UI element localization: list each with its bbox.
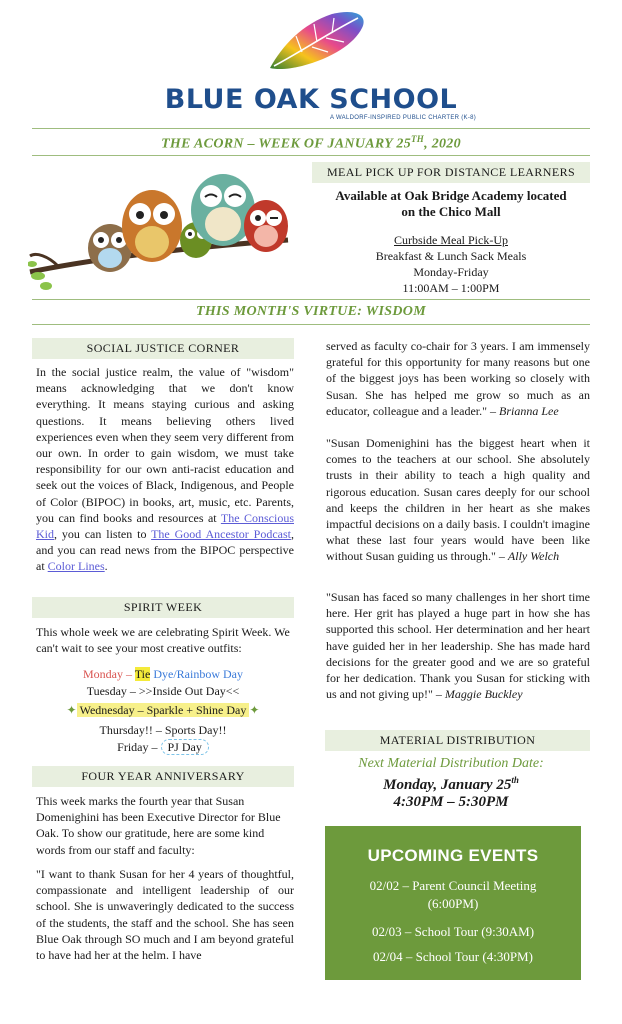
divider [32, 128, 590, 129]
divider [32, 155, 590, 156]
social-justice-text: In the social justice realm, the value of "wisdom" means acknowledging that we don't know everything. It means staying curious and asking questions. It means believing others lived experiences even when they seem very different from our own. In order to gain wisdom, we must take responsibility for our own anti-racist education and seek out the voices of Black, Indigenous, and People of Color (BIPOC) in books, art, music, etc. Parents, you can find books and resources at The Conscious Kid, you can listen to The Good Ancestor Podcast, and you can read news from the BIPOC perspective at Color Lines. [36, 365, 294, 574]
spirit-tuesday: Tuesday – >>Inside Out Day<< [86, 684, 240, 698]
anniversary-heading: FOUR YEAR ANNIVERSARY [32, 766, 294, 787]
color-lines-link[interactable]: Color Lines [47, 559, 105, 574]
owls-on-branch-illustration [28, 160, 290, 295]
spirit-week-heading: SPIRIT WEEK [32, 597, 294, 618]
social-justice-heading: SOCIAL JUSTICE CORNER [32, 338, 294, 359]
newsletter-title: THE ACORN – WEEK OF JANUARY 25TH, 2020 [161, 134, 461, 152]
oak-leaf-logo [262, 6, 372, 76]
meal-subhead: Curbside Meal Pick-Up [394, 233, 508, 247]
meal-detail: Monday-Friday [413, 265, 489, 279]
event-item: 02/03 – School Tour (9:30AM) [371, 924, 535, 939]
meal-detail: 11:00AM – 1:00PM [402, 281, 500, 295]
school-tagline: A WALDORF-INSPIRED PUBLIC CHARTER (K-8) [330, 115, 477, 121]
meal-detail: Breakfast & Lunch Sack Meals [375, 249, 527, 263]
conscious-kid-link[interactable]: The Conscious Kid [36, 510, 294, 542]
spirit-thursday: Thursday!! – Sports Day!! [99, 723, 227, 737]
meal-location-line: on the Chico Mall [401, 204, 501, 219]
quote-brianna-part2: served as faculty co-chair for 3 years. I am immensely grateful for this opportunity for many reasons but one of the biggest joys has been working so closely with Susan. She has helped me grow so much as an educator, colleague and a leader." – Brianna Lee [326, 339, 590, 418]
spirit-wednesday: ✦ Wednesday – Sparkle + Shine Day ✦ [66, 703, 260, 717]
spirit-monday: Monday – Tie Dye/Rainbow Day [82, 667, 243, 681]
spirit-week-intro: This whole week we are celebrating Spirit Week. We can't wait to see your most creative outfits: [36, 625, 290, 656]
spirit-friday: Friday – PJ Day [32, 739, 294, 755]
good-ancestor-podcast-link[interactable]: The Good Ancestor Podcast [151, 527, 291, 542]
distribution-date: Monday, January 25th [383, 775, 519, 793]
material-distribution-heading: MATERIAL DISTRIBUTION [325, 730, 590, 751]
upcoming-events-heading: UPCOMING EVENTS [367, 846, 539, 865]
next-distribution-label: Next Material Distribution Date: [358, 756, 544, 771]
event-item: 02/04 – School Tour (4:30PM) [373, 949, 533, 964]
upcoming-events-box [325, 826, 581, 980]
quote-brianna-part1: "I want to thank Susan for her 4 years of thoughtful, compassionate and intelligent leadership of our school. She is unwaveringly dedicated to the success of the students, the staff and the school. She has seen Blue Oak through SO much and I am beyond grateful to have had her at the helm. I have [36, 867, 294, 963]
divider [32, 299, 590, 300]
virtue-heading: THIS MONTH'S VIRTUE: WISDOM [196, 304, 426, 319]
quote-ally: "Susan Domenighini has the biggest heart when it comes to the teachers at our school. She absolutely trusts in their ability to teach a high quality and rigorous education. Susan cares deeply for our school and keeps the children in her heart as she makes impactful decisions on a daily basis. I couldn't imagine what these last four years would have been like without Susan guiding us through." – Ally Welch [326, 436, 590, 564]
divider [32, 324, 590, 325]
quote-maggie: "Susan has faced so many challenges in her short time here. Her grit has played a huge part in how she has supported this school. Her determination and her heart have guided her in her leadership. She has made hard decisions for the greater good and we are so grateful for her dedication. Thank you Susan for sticking with us and not giving up!" – Maggie Buckley [326, 590, 590, 702]
event-item: 02/02 – Parent Council Meeting [369, 878, 537, 893]
meal-pickup-heading: MEAL PICK UP FOR DISTANCE LEARNERS [312, 162, 590, 183]
anniversary-intro: This week marks the fourth year that Susan Domenighini has been Executive Director for Blue Oak. To show our gratitude, here are some kind words from our staff and faculty: [36, 794, 281, 857]
meal-location-line: Available at Oak Bridge Academy located [335, 188, 567, 203]
distribution-time: 4:30PM – 5:30PM [393, 794, 509, 810]
event-item: (6:00PM) [427, 896, 479, 911]
school-name: BLUE OAK SCHOOL [164, 84, 458, 115]
